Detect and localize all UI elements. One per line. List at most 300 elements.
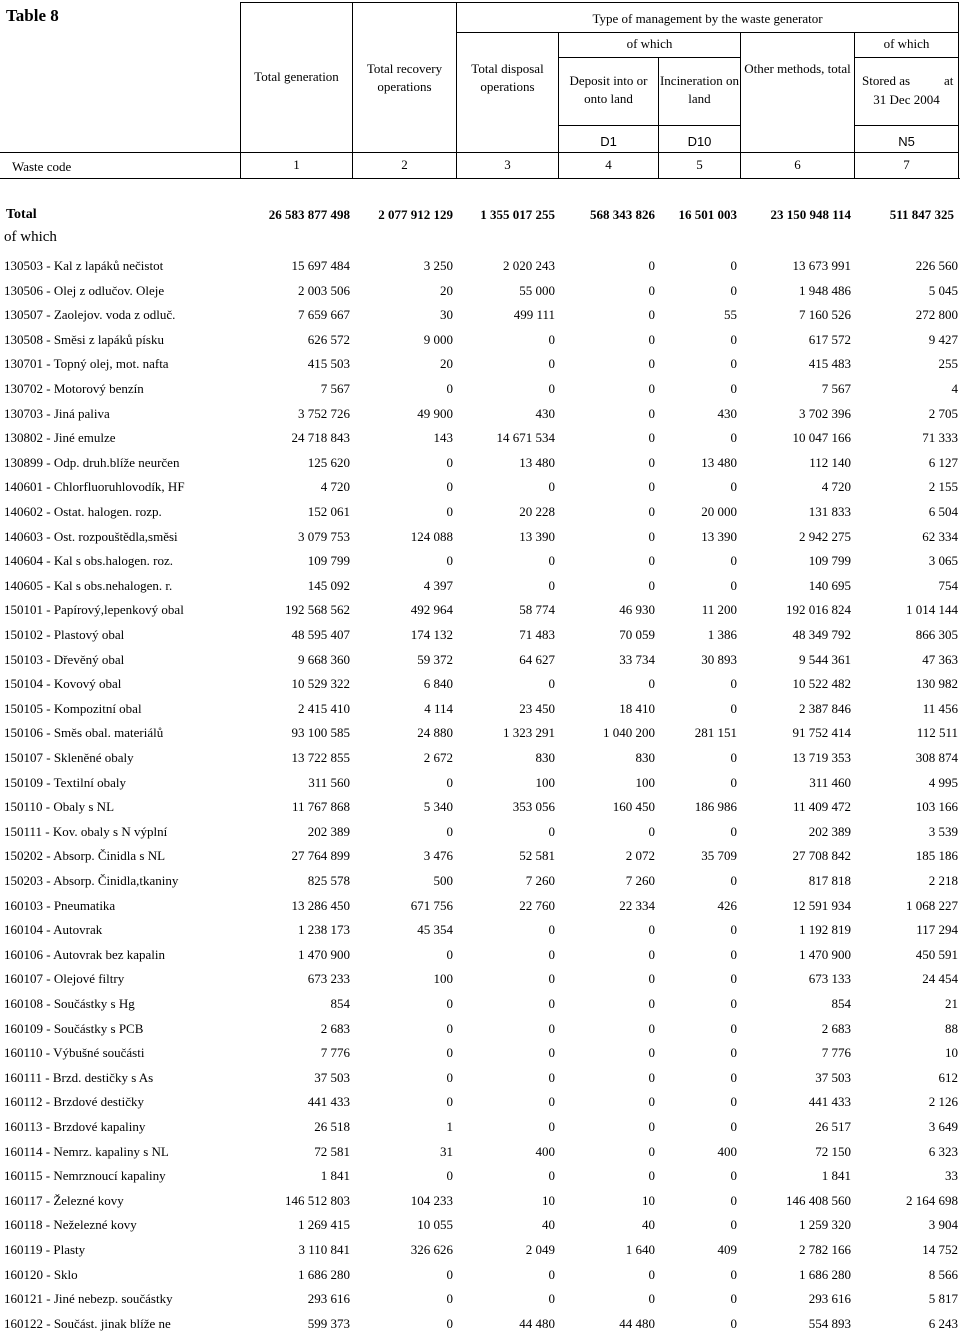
table-cell: 88 — [945, 1020, 958, 1036]
table-cell: 30 893 — [701, 651, 737, 667]
table-cell: 7 567 — [320, 381, 350, 396]
table-cell: 0 — [648, 1168, 655, 1184]
table-row — [0, 623, 960, 647]
table-row — [0, 279, 960, 303]
table-row — [0, 598, 960, 622]
table-cell: 9 544 361 — [799, 651, 851, 667]
waste-code-label: 150106 - Směs obal. materiálů — [4, 725, 164, 741]
table-row — [0, 1066, 960, 1090]
table-cell: 0 — [730, 1119, 737, 1134]
table-cell: 293 616 — [307, 1291, 350, 1307]
table-cell: 1 386 — [707, 627, 737, 642]
table-cell: 1 640 — [625, 1242, 655, 1257]
table-title: Table 8 — [6, 6, 59, 25]
table-cell: 3 752 726 — [298, 405, 350, 421]
table-cell: 0 — [648, 1069, 655, 1085]
waste-code-label: 150101 - Papírový,lepenkový obal — [4, 602, 184, 618]
row-divider — [854, 125, 958, 126]
table-cell: 673 133 — [808, 971, 851, 987]
table-cell: 0 — [446, 946, 453, 962]
table-cell: 0 — [548, 553, 555, 569]
table-cell: 20 000 — [701, 504, 737, 519]
table-cell: 5 817 — [928, 1291, 958, 1307]
table-cell: 2 683 — [320, 1020, 350, 1036]
table-cell: 0 — [446, 774, 453, 790]
table-cell: 1 470 900 — [799, 946, 851, 962]
table-cell: 0 — [446, 1069, 453, 1085]
waste-code-label: 160109 - Součástky s PCB — [4, 1020, 144, 1036]
table-cell: 499 111 — [513, 307, 555, 323]
waste-code-label: 140604 - Kal s obs.halogen. roz. — [4, 553, 173, 569]
table-cell: 3 476 — [423, 848, 453, 864]
table-cell: 24 454 — [922, 971, 958, 987]
table-cell: 93 100 585 — [291, 725, 350, 741]
total-cell: 23 150 948 114 — [770, 207, 851, 222]
table-cell: 13 673 991 — [792, 258, 851, 273]
header-waste-code: Waste code — [12, 159, 72, 174]
table-cell: 830 — [535, 750, 555, 765]
waste-code-label: 130802 - Jiné emulze — [4, 430, 116, 446]
waste-code-label: 150107 - Skleněné obaly — [4, 750, 134, 765]
table-cell: 4 397 — [423, 577, 453, 593]
table-cell: 0 — [730, 258, 737, 273]
table-cell: 2 003 506 — [298, 282, 350, 298]
header-total-recovery: Total recovery operations — [366, 61, 443, 94]
waste-code-label: 150102 - Plastový obal — [4, 627, 125, 642]
table-cell: 0 — [730, 430, 737, 446]
table-cell: 2 942 275 — [799, 528, 851, 544]
table-cell: 145 092 — [307, 577, 350, 593]
table-row — [0, 1090, 960, 1114]
waste-code-label: 160110 - Výbušné součásti — [4, 1045, 145, 1061]
table-cell: 0 — [730, 700, 737, 716]
table-cell: 185 186 — [915, 848, 958, 864]
table-row — [0, 254, 960, 278]
table-cell: 124 088 — [410, 528, 453, 544]
table-cell: 0 — [548, 1291, 555, 1307]
table-cell: 0 — [730, 1266, 737, 1282]
waste-code-label: 130702 - Motorový benzín — [4, 381, 144, 396]
table-cell: 0 — [730, 331, 737, 347]
table-cell: 817 818 — [808, 873, 851, 888]
table-row — [0, 943, 960, 967]
table-cell: 3 904 — [928, 1217, 958, 1233]
table-cell: 0 — [730, 1217, 737, 1233]
table-cell: 500 — [433, 873, 453, 888]
table-cell: 174 132 — [410, 627, 453, 642]
table-cell: 11 456 — [922, 700, 958, 716]
header-stored-date: 31 Dec 2004 — [873, 92, 940, 107]
table-row — [0, 648, 960, 672]
table-row — [0, 672, 960, 696]
table-cell: 673 233 — [307, 971, 350, 987]
table-cell: 52 581 — [519, 848, 555, 864]
table-row — [0, 1041, 960, 1065]
table-row — [0, 697, 960, 721]
table-cell: 4 — [951, 381, 958, 396]
col-number: 6 — [794, 157, 801, 172]
table-cell: 0 — [730, 1291, 737, 1307]
table-cell: 6 504 — [928, 504, 958, 519]
table-cell: 0 — [648, 1291, 655, 1307]
table-row — [0, 549, 960, 573]
header-other-methods: Other methods, total — [744, 61, 851, 76]
table-row — [0, 1213, 960, 1237]
col-number: 3 — [504, 157, 511, 172]
table-cell: 109 799 — [307, 553, 350, 569]
table-cell: 11 409 472 — [792, 799, 851, 815]
table-cell: 0 — [730, 996, 737, 1011]
table-cell: 2 218 — [928, 873, 958, 888]
table-cell: 26 518 — [314, 1119, 350, 1134]
waste-code-label: 150111 - Kov. obaly s N výplní — [4, 823, 168, 839]
waste-code-label: 150109 - Textilní obaly — [4, 774, 126, 790]
table-cell: 2 049 — [525, 1242, 555, 1257]
table-cell: 7 567 — [821, 381, 851, 396]
table-cell: 4 114 — [424, 700, 453, 716]
table-cell: 55 000 — [519, 282, 555, 298]
waste-code-label: 160117 - Železné kovy — [4, 1192, 124, 1208]
table-cell: 20 — [440, 356, 453, 372]
table-cell: 58 774 — [519, 602, 555, 618]
table-cell: 0 — [548, 971, 555, 987]
table-cell: 0 — [648, 307, 655, 323]
table-cell: 0 — [446, 1020, 453, 1036]
table-cell: 0 — [648, 282, 655, 298]
table-cell: 112 511 — [916, 725, 958, 741]
table-row — [0, 1115, 960, 1139]
table-cell: 21 — [945, 996, 958, 1011]
table-cell: 0 — [648, 946, 655, 962]
waste-code-label: 160104 - Autovrak — [4, 922, 103, 938]
total-cell: 26 583 877 498 — [268, 207, 350, 222]
table-cell: 7 776 — [821, 1045, 851, 1061]
table-cell: 617 572 — [808, 331, 851, 347]
table-cell: 143 — [433, 430, 453, 446]
table-cell: 0 — [730, 774, 737, 790]
waste-code-label: 160108 - Součástky s Hg — [4, 996, 135, 1011]
table-cell: 0 — [446, 996, 453, 1011]
table-cell: 4 720 — [320, 479, 350, 495]
waste-code-label: 150110 - Obaly s NL — [4, 799, 115, 815]
table-cell: 91 752 414 — [792, 725, 851, 741]
waste-code-label: 160103 - Pneumatika — [4, 897, 116, 913]
table-cell: 3 110 841 — [298, 1242, 350, 1257]
table-cell: 0 — [730, 823, 737, 839]
table-cell: 44 480 — [519, 1315, 555, 1331]
table-cell: 0 — [730, 381, 737, 396]
table-row — [0, 1017, 960, 1041]
table-cell: 226 560 — [915, 258, 958, 273]
col-number: 7 — [903, 157, 910, 172]
table-cell: 13 480 — [519, 454, 555, 470]
total-cell: 2 077 912 129 — [378, 207, 453, 222]
total-cell: 511 847 325 — [889, 207, 954, 222]
table-cell: 0 — [648, 577, 655, 593]
waste-code-label: 150202 - Absorp. Činidla s NL — [4, 848, 166, 864]
table-cell: 146 408 560 — [786, 1192, 851, 1208]
table-cell: 20 — [440, 282, 453, 298]
table-cell: 671 756 — [410, 897, 453, 913]
table-row — [0, 525, 960, 549]
waste-code-label: 160120 - Sklo — [4, 1266, 78, 1282]
table-cell: 825 578 — [307, 873, 350, 888]
header-code-d1: D1 — [600, 134, 617, 149]
table-row — [0, 795, 960, 819]
table-cell: 10 047 166 — [792, 430, 851, 446]
table-cell: 3 065 — [928, 553, 958, 569]
table-cell: 0 — [730, 282, 737, 298]
table-cell: 0 — [446, 1094, 453, 1110]
table-cell: 10 — [945, 1045, 958, 1061]
table-cell: 0 — [730, 750, 737, 765]
waste-code-label: 160122 - Součást. jinak blíže ne — [4, 1315, 171, 1331]
waste-code-label: 160113 - Brzdové kapaliny — [4, 1119, 146, 1134]
table-cell: 3 250 — [423, 258, 453, 273]
table-cell: 1 — [446, 1119, 453, 1134]
table-row — [0, 352, 960, 376]
table-cell: 1 068 227 — [906, 897, 958, 913]
table-cell: 13 390 — [519, 528, 555, 544]
table-cell: 854 — [330, 996, 350, 1011]
table-cell: 64 627 — [519, 651, 555, 667]
table-cell: 415 503 — [307, 356, 350, 372]
waste-code-label: 160106 - Autovrak bez kapalin — [4, 946, 166, 962]
table-cell: 10 055 — [417, 1217, 453, 1233]
table-cell: 754 — [938, 577, 958, 593]
table-cell: 27 764 899 — [291, 848, 350, 864]
table-cell: 1 238 173 — [298, 922, 350, 938]
row-divider — [854, 57, 958, 58]
table-cell: 426 — [717, 897, 737, 913]
table-cell: 830 — [635, 750, 655, 765]
table-cell: 0 — [446, 504, 453, 519]
table-cell: 0 — [446, 454, 453, 470]
table-cell: 10 529 322 — [291, 676, 350, 692]
table-cell: 0 — [548, 381, 555, 396]
table-row — [0, 771, 960, 795]
waste-code-label: 140603 - Ost. rozpouštědla,směsi — [4, 528, 178, 544]
table-cell: 7 260 — [625, 873, 655, 888]
table-cell: 100 — [635, 774, 655, 790]
table-cell: 0 — [730, 873, 737, 888]
col-number: 5 — [696, 157, 703, 172]
col-number: 1 — [293, 157, 300, 172]
table-cell: 0 — [548, 577, 555, 593]
table-cell: 612 — [938, 1069, 958, 1085]
table-cell: 131 833 — [808, 504, 851, 519]
table-cell: 0 — [730, 922, 737, 938]
waste-code-label: 150104 - Kovový obal — [4, 676, 122, 692]
table-cell: 0 — [548, 996, 555, 1011]
total-cell: 568 343 826 — [590, 207, 655, 222]
table-cell: 2 705 — [928, 405, 958, 421]
table-cell: 48 349 792 — [792, 627, 851, 642]
table-cell: 22 334 — [619, 897, 655, 913]
table-row — [0, 1189, 960, 1213]
table-cell: 2 683 — [821, 1020, 851, 1036]
waste-code-label: 130703 - Jiná paliva — [4, 405, 110, 421]
table-cell: 0 — [446, 479, 453, 495]
waste-code-label: 160119 - Plasty — [4, 1242, 86, 1257]
table-cell: 15 697 484 — [291, 258, 350, 273]
table-cell: 0 — [446, 1315, 453, 1331]
table-cell: 22 760 — [519, 897, 555, 913]
table-cell: 33 — [945, 1168, 958, 1184]
table-cell: 450 591 — [915, 946, 958, 962]
table-cell: 13 480 — [701, 454, 737, 470]
table-cell: 3 539 — [928, 823, 958, 839]
table-row — [0, 303, 960, 327]
table-cell: 8 566 — [928, 1266, 958, 1282]
table-cell: 0 — [548, 1020, 555, 1036]
table-cell: 14 752 — [922, 1242, 958, 1257]
table-row — [0, 967, 960, 991]
table-cell: 0 — [730, 1069, 737, 1085]
table-cell: 0 — [730, 676, 737, 692]
table-cell: 2 072 — [625, 848, 655, 864]
table-cell: 415 483 — [808, 356, 851, 372]
table-cell: 6 323 — [928, 1143, 958, 1159]
table-cell: 0 — [446, 1168, 453, 1184]
table-row — [0, 1287, 960, 1311]
table-cell: 0 — [548, 922, 555, 938]
table-cell: 7 659 667 — [298, 307, 350, 323]
table-cell: 1 323 291 — [503, 725, 555, 741]
table-cell: 0 — [548, 1094, 555, 1110]
waste-code-label: 160111 - Brzd. destičky s As — [4, 1069, 154, 1085]
table-cell: 117 294 — [916, 922, 958, 938]
table-cell: 293 616 — [808, 1291, 851, 1307]
table-row — [0, 721, 960, 745]
waste-code-label: 160107 - Olejové filtry — [4, 971, 125, 987]
table-cell: 1 259 320 — [799, 1217, 851, 1233]
table-cell: 2 672 — [423, 750, 453, 765]
table-cell: 10 — [542, 1192, 555, 1208]
header-of-which-1: of which — [626, 36, 673, 51]
header-of-which-2: of which — [883, 36, 930, 51]
waste-code-label: 160115 - Nemrznoucí kapaliny — [4, 1168, 166, 1184]
table-cell: 0 — [730, 479, 737, 495]
table-cell: 48 595 407 — [291, 627, 350, 642]
table-cell: 71 483 — [519, 627, 555, 642]
table-cell: 9 000 — [423, 331, 453, 347]
table-row — [0, 377, 960, 401]
table-cell: 311 460 — [809, 774, 851, 790]
table-cell: 0 — [548, 479, 555, 495]
table-row — [0, 1164, 960, 1188]
table-cell: 0 — [446, 1045, 453, 1061]
table-cell: 37 503 — [314, 1069, 350, 1085]
table-cell: 0 — [730, 946, 737, 962]
table-cell: 33 734 — [619, 651, 655, 667]
table-row — [0, 820, 960, 844]
table-cell: 1 841 — [320, 1168, 350, 1184]
table-cell: 40 — [542, 1217, 555, 1233]
table-cell: 0 — [730, 1168, 737, 1184]
header-total-disposal: Total disposal operations — [471, 61, 544, 94]
table-cell: 0 — [548, 676, 555, 692]
table-cell: 192 568 562 — [285, 602, 350, 618]
table-cell: 1 948 486 — [799, 282, 851, 298]
table-row — [0, 402, 960, 426]
table-cell: 554 893 — [808, 1315, 851, 1331]
table-cell: 125 620 — [307, 454, 350, 470]
table-cell: 59 372 — [417, 651, 453, 667]
table-cell: 2 415 410 — [298, 700, 350, 716]
table-cell: 0 — [730, 1315, 737, 1331]
header-at: at — [944, 73, 954, 88]
table-cell: 186 986 — [694, 799, 737, 815]
col-number: 2 — [401, 157, 408, 172]
table-cell: 1 686 280 — [298, 1266, 350, 1282]
table-cell: 14 671 534 — [496, 430, 555, 446]
table-row — [0, 475, 960, 499]
table-cell: 10 — [642, 1192, 655, 1208]
table-cell: 0 — [648, 430, 655, 446]
table-cell: 7 160 526 — [799, 307, 851, 323]
table-cell: 0 — [648, 996, 655, 1011]
table-cell: 0 — [648, 1143, 655, 1159]
table-row — [0, 1238, 960, 1262]
table-cell: 0 — [648, 922, 655, 938]
table-cell: 0 — [648, 405, 655, 421]
table-cell: 854 — [831, 996, 851, 1011]
table-cell: 311 560 — [308, 774, 350, 790]
table-cell: 0 — [730, 356, 737, 372]
table-cell: 1 841 — [821, 1168, 851, 1184]
table-cell: 13 390 — [701, 528, 737, 544]
table-cell: 100 — [535, 774, 555, 790]
table-cell: 0 — [648, 454, 655, 470]
table-cell: 255 — [938, 356, 958, 372]
table-cell: 109 799 — [808, 553, 851, 569]
table-cell: 0 — [648, 504, 655, 519]
total-cell: 1 355 017 255 — [480, 207, 555, 222]
table-row — [0, 869, 960, 893]
table-cell: 0 — [548, 1266, 555, 1282]
table-cell: 441 433 — [307, 1094, 350, 1110]
table-row — [0, 574, 960, 598]
table-cell: 430 — [535, 405, 555, 421]
col-number: 4 — [605, 157, 612, 172]
table-cell: 3 702 396 — [799, 405, 851, 421]
table-cell: 0 — [730, 971, 737, 987]
table-cell: 7 260 — [525, 873, 555, 888]
table-cell: 40 — [642, 1217, 655, 1233]
table-row — [0, 746, 960, 770]
table-cell: 146 512 803 — [285, 1192, 350, 1208]
waste-code-label: 150103 - Dřevěný obal — [4, 651, 125, 667]
table-cell: 55 — [724, 307, 737, 323]
table-cell: 409 — [717, 1242, 737, 1257]
table-cell: 0 — [648, 1045, 655, 1061]
table-cell: 9 668 360 — [298, 651, 350, 667]
header-incineration: Incineration on land — [659, 73, 740, 106]
table-cell: 0 — [446, 381, 453, 396]
table-cell: 0 — [648, 676, 655, 692]
table-cell: 152 061 — [307, 504, 350, 519]
total-label: Total — [6, 207, 37, 222]
table-cell: 103 166 — [915, 799, 958, 815]
row-divider — [558, 125, 740, 126]
table-cell: 72 581 — [314, 1143, 350, 1159]
table-cell: 0 — [648, 381, 655, 396]
table-cell: 62 334 — [922, 528, 958, 544]
table-cell: 0 — [548, 1168, 555, 1184]
table-cell: 20 228 — [519, 504, 555, 519]
table-cell: 4 995 — [928, 774, 958, 790]
